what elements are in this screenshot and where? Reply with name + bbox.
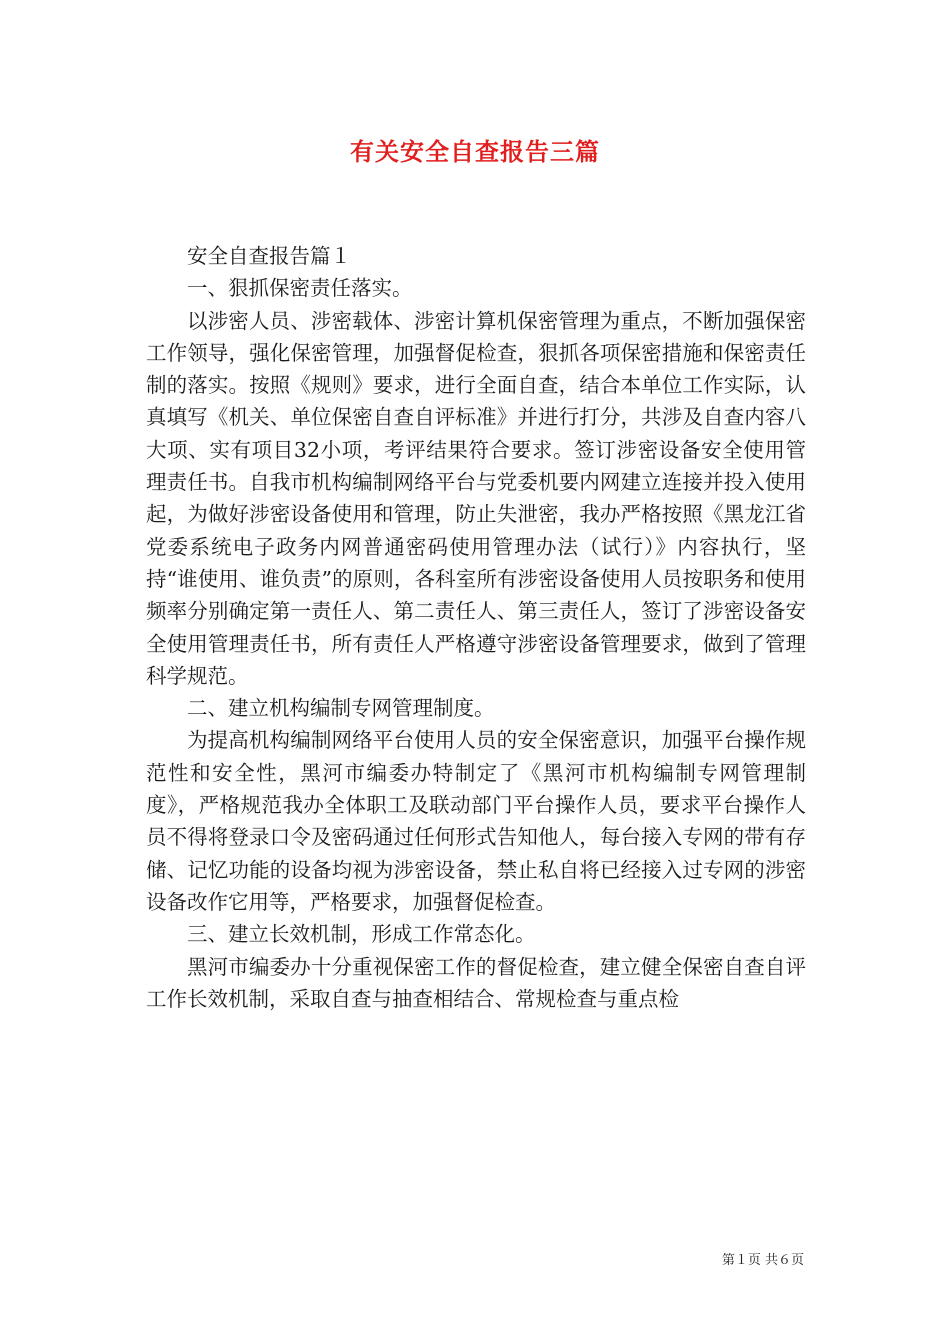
page-number-footer: 第１页 共６页 (721, 1253, 804, 1268)
paragraph-1: 以涉密人员、涉密载体、涉密计算机保密管理为重点，不断加强保密工作领导，强化保密管理，加强督促检查，狠抓各项保密措施和保密责任制的落实。按照《规则》要求，进行全面自查，结合本单位工作实际，认真填写《机关、单位保密自查自评标准》并进行打分，共涉及自查内容八大项、实有项目32小项，考评结果符合要求。签订涉密设备安全使用管理责任书。自我市机构编制网络平台与党委机要内网建立连接并投入使用起，为做好涉密设备使用和管理，防止失泄密，我办严格按照《黑龙江省党委系统电子政务内网普通密码使用管理办法（试行）》内容执行，坚持“谁使用、谁负责”的原则，各科室所有涉密设备使用人员按职务和使用频率分别确定第一责任人、第二责任人、第三责任人，签订了涉密设备安全使用管理责任书，所有责任人严格遵守涉密设备管理要求，做到了管理科学规范。 (146, 308, 806, 688)
heading-2: 二、建立机构编制专网管理制度。 (187, 696, 495, 721)
document-body (146, 240, 806, 1015)
paragraph-3: 黑河市编委办十分重视保密工作的督促检查，建立健全保密自查自评工作长效机制，采取自查与抽查相结合、常规检查与重点检 (146, 954, 806, 1011)
heading-1: 一、狠抓保密责任落实。 (187, 276, 413, 301)
paragraph-2: 为提高机构编制网络平台使用人员的安全保密意识，加强平台操作规范性和安全性，黑河市编委办特制定了《黑河市机构编制专网管理制度》，严格规范我办全体职工及联动部门平台操作人员，要求平台操作人员不得将登录口令及密码通过任何形式告知他人，每台接入专网的带有存储、记忆功能的设备均视为涉密设备，禁止私自将已经接入过专网的涉密设备改作它用等，严格要求，加强督促检查。 (146, 728, 806, 914)
document-title: 有关安全自查报告三篇 (350, 137, 600, 166)
section-title: 安全自查报告篇１ (187, 244, 351, 268)
heading-3: 三、建立长效机制，形成工作常态化。 (187, 922, 536, 947)
